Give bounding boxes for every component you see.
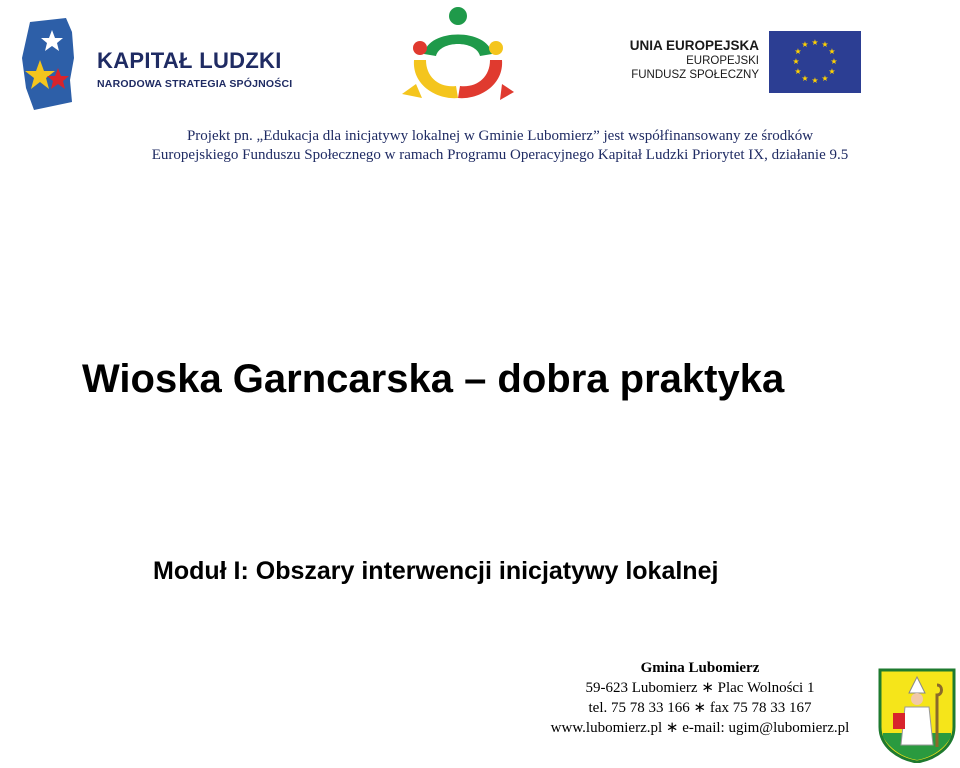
kapital-ludzki-logo (22, 18, 302, 110)
svg-text:★: ★ (828, 47, 836, 56)
contact-block (535, 658, 865, 738)
svg-text:★: ★ (794, 67, 802, 76)
page-title: Wioska Garncarska – dobra praktyka (82, 357, 785, 401)
contact-phone: tel. 75 78 33 166 ∗ fax 75 78 33 167 (588, 700, 812, 716)
svg-text:★: ★ (811, 76, 819, 85)
svg-text:★: ★ (801, 74, 809, 83)
svg-text:★: ★ (821, 40, 829, 49)
svg-text:★: ★ (792, 57, 800, 66)
eu-line2: EUROPEJSKI (686, 55, 759, 67)
center-emblem-logo (398, 2, 516, 108)
coat-of-arms-icon (877, 667, 957, 763)
project-line-2: Europejskiego Funduszu Społecznego w ramach Programu Operacyjnego Kapitał Ludzki Priorytet IX, działanie 9.5 (151, 147, 849, 163)
eu-logo (625, 28, 865, 96)
project-description (70, 127, 930, 165)
svg-text:★: ★ (801, 40, 809, 49)
eu-logo-text (630, 38, 759, 82)
svg-text:★: ★ (821, 74, 829, 83)
module-subtitle: Moduł I: Obszary interwencji inicjatywy lokalnej (153, 557, 719, 585)
contact-web: www.lubomierz.pl ∗ e-mail: ugim@lubomierz.pl (550, 720, 850, 736)
coat-of-arms (877, 667, 957, 763)
kapital-ludzki-subtitle: NARODOWA STRATEGIA SPÓJNOŚCI (97, 78, 293, 90)
svg-text:★: ★ (811, 38, 819, 47)
people-circle-emblem-icon (398, 2, 516, 108)
contact-address: 59-623 Lubomierz ∗ Plac Wolności 1 (585, 680, 815, 696)
contact-name: Gmina Lubomierz (640, 660, 760, 676)
project-line-1: Projekt pn. „Edukacja dla inicjatywy lokalnej w Gminie Lubomierz” jest współfinansowany ze środków (186, 128, 814, 144)
eu-line3: FUNDUSZ SPOŁECZNY (631, 69, 759, 81)
svg-text:★: ★ (830, 57, 838, 66)
eu-line1: UNIA EUROPEJSKA (629, 38, 759, 53)
eu-flag-icon (769, 31, 861, 93)
kapital-ludzki-title: KAPITAŁ LUDZKI (97, 48, 282, 73)
poland-map-stars-icon (22, 18, 82, 110)
svg-text:★: ★ (828, 67, 836, 76)
svg-text:★: ★ (794, 47, 802, 56)
